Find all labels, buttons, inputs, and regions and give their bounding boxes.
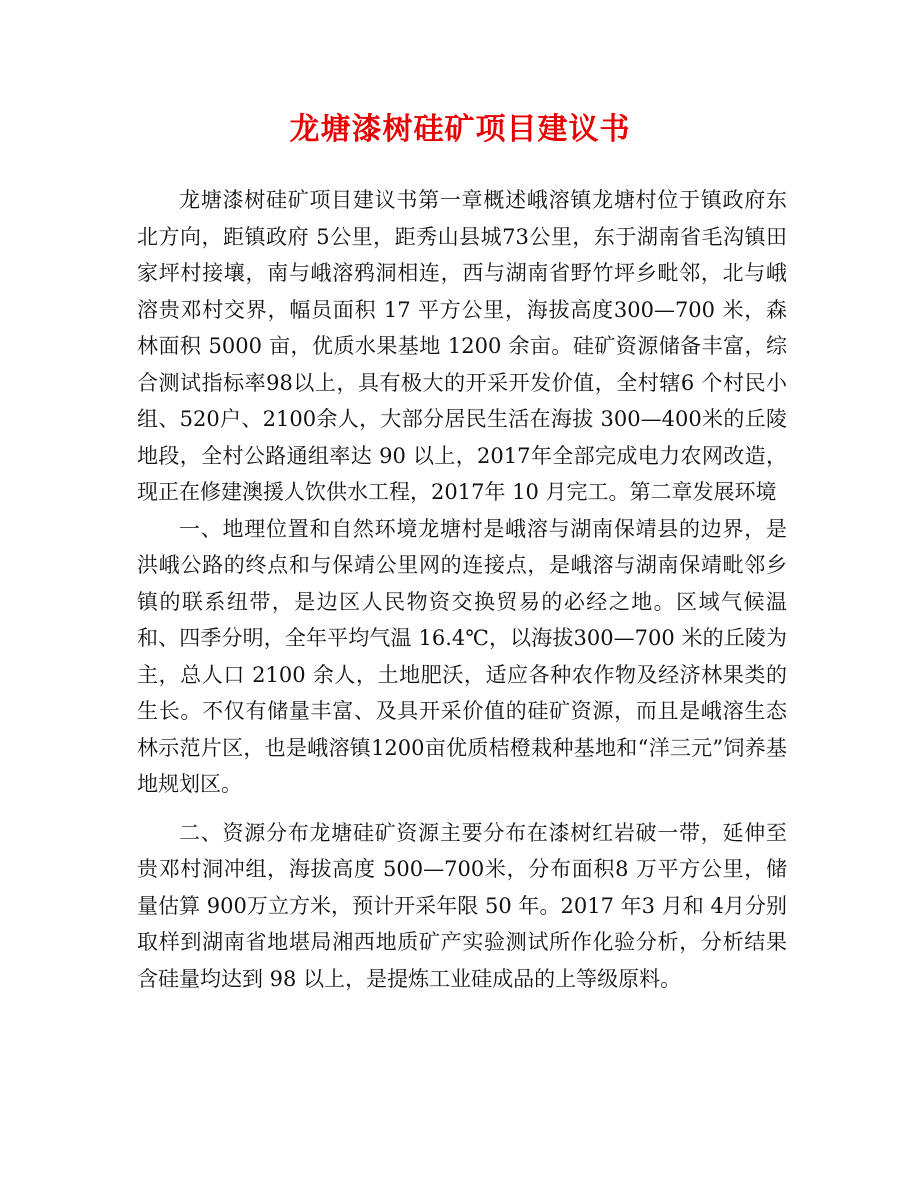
paragraph-resources: 二、资源分布龙塘硅矿资源主要分布在漆树红岩破一带，延伸至贵邓村洞冲组，海拔高度 500—700米，分布面积8 万平方公里，储量估算 900万立方米，预计开采年限 50 年。2017 年3 月和 4月分别取样到湖南省地堪局湘西地质矿产实验测试所作化验分析，分析结果含硅量均达到 98 以上，是提炼工业硅成品的上等级原料。 (137, 820, 787, 991)
document-title: 龙塘漆树硅矿项目建议书 (289, 112, 631, 147)
paragraph-overview: 龙塘漆树硅矿项目建议书第一章概述峨溶镇龙塘村位于镇政府东北方向，距镇政府 5公里，距秀山县城73公里，东于湖南省毛沟镇田家坪村接壤，南与峨溶鸦洞相连，西与湖南省野竹坪乡毗邻，北与峨溶贵邓村交界，幅员面积 17 平方公里，海拔高度300—700 米，森林面积 5000 亩，优质水果基地 1200 余亩。硅矿资源储备丰富，综合测试指标率98以上，具有极大的开采开发价值，全村辖6 个村民小组、520户、2100余人，大部分居民生活在海拔 300—400米的丘陵地段，全村公路通组率达 90 以上，2017年全部完成电力农网改造，现正在修建澳援人饮供水工程，2017年 10 月完工。第二章发展环境 (137, 188, 787, 504)
document-body (137, 182, 787, 997)
paragraph-geography: 一、地理位置和自然环境龙塘村是峨溶与湖南保靖县的边界，是洪峨公路的终点和与保靖公里网的连接点，是峨溶与湖南保靖毗邻乡镇的联系纽带，是边区人民物资交换贸易的必经之地。区域气候温和、四季分明，全年平均气温 16.4℃，以海拔300—700 米的丘陵为主，总人口 2100 余人，土地肥沃，适应各种农作物及经济林果类的生长。不仅有储量丰富、及具开采价值的硅矿资源，而且是峨溶生态林示范片区，也是峨溶镇1200亩优质桔橙栽种基地和“洋三元”饲养基地规划区。 (137, 516, 787, 796)
